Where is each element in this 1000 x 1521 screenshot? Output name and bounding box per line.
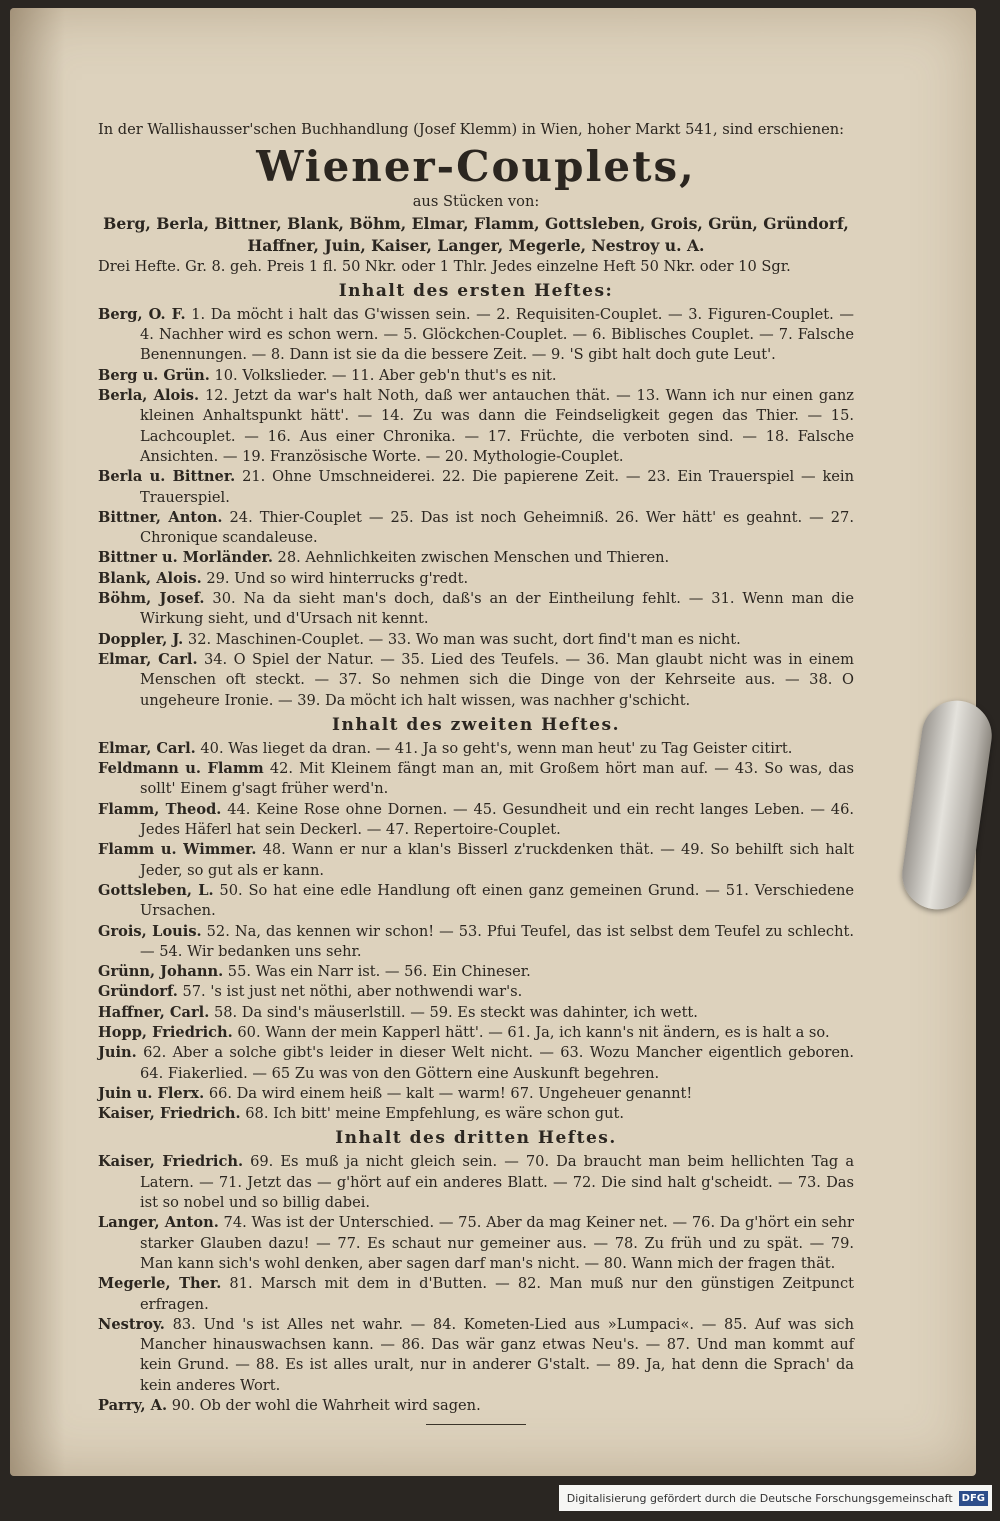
entry-text: 57. 's ist just net nöthi, aber nothwendi war's. <box>182 983 523 1001</box>
page-fold-shadow <box>10 8 65 1476</box>
section-3 <box>98 1126 854 1416</box>
entry-author: Parry, A. <box>98 1397 168 1415</box>
entry-author: Kaiser, Friedrich. <box>98 1153 244 1171</box>
entry <box>98 881 854 922</box>
entry <box>98 840 854 881</box>
entry-author: Flamm, Theod. <box>98 800 222 818</box>
section-1 <box>98 279 854 711</box>
entry-text: 24. Thier-Couplet — 25. Das ist noch Geheimniß. 26. Wer hätt' es geahnt. — 27. Chronique scandaleuse. <box>140 508 854 547</box>
entry-author: Haffner, Carl. <box>98 1003 210 1021</box>
entry-text: 52. Na, das kennen wir schon! — 53. Pfui Teufel, das ist selbst dem Teufel zu schlecht. — 54. Wir bedanken uns sehr. <box>140 922 854 960</box>
entry-text: 69. Es muß ja nicht gleich sein. — 70. Da braucht man beim hellichten Tag a Latern. — 71. Jetzt das — g'hört auf ein anderes Blatt. — 72. Die sind halt g'scheidt. — 73. Das ist so nobel und so billig dabei. <box>140 1153 855 1212</box>
entry-author: Gründorf. <box>98 983 178 1001</box>
entry-author: Hopp, Friedrich. <box>98 1023 233 1041</box>
entry <box>98 739 854 759</box>
entry-author: Feldmann u. Flamm <box>98 760 264 778</box>
entry-author: Grünn, Johann. <box>98 963 224 981</box>
entry-text: 21. Ohne Umschneiderei. 22. Die papierene Zeit. — 23. Ein Trauerspiel — kein Trauerspiel. <box>140 468 854 506</box>
entry-author: Bittner, Anton. <box>98 508 223 526</box>
entry-text: 90. Ob der wohl die Wahrheit wird sagen. <box>171 1397 481 1415</box>
document-page <box>10 8 976 1476</box>
entry-author: Langer, Anton. <box>98 1214 219 1232</box>
entry-text: 32. Maschinen-Couplet. — 33. Wo man was sucht, dort find't man es nicht. <box>187 630 741 648</box>
entry-author: Juin u. Flerx. <box>98 1084 205 1102</box>
entry-author: Berg u. Grün. <box>98 366 210 384</box>
section-2 <box>98 713 854 1125</box>
entry <box>98 1003 854 1023</box>
entry <box>98 962 854 982</box>
entry <box>98 1213 854 1274</box>
entry-text: 58. Da sind's mäuserlstill. — 59. Es steckt was dahinter, ich wett. <box>213 1003 698 1021</box>
entry-text: 12. Jetzt da war's halt Noth, daß wer antauchen thät. — 13. Wann ich nur einen ganz kleinen Anhaltspunkt hätt'. — 14. Zu was dann die Feindseligkeit gegen das Thier. — 15. Lachcouplet. — 16. Aus einer Chronika. — 17. Früchte, die verboten sind. — 18. Falsche Ansichten. — 19. Französische Worte. — 20. Mythologie-Couplet. <box>140 387 854 465</box>
entry <box>98 630 854 650</box>
entry-author: Grois, Louis. <box>98 922 202 940</box>
entry-author: Megerle, Ther. <box>98 1275 222 1293</box>
document-title: Wiener-Couplets, <box>256 142 696 192</box>
dfg-logo: DFG <box>959 1491 988 1506</box>
entry-text: 50. So hat eine edle Handlung oft einen ganz gemeinen Grund. — 51. Verschiedene Ursachen. <box>140 881 854 920</box>
authors-list: Berg, Berla, Bittner, Blank, Böhm, Elmar, Flamm, Gottsleben, Grois, Grün, Gründorf, Haffner, Juin, Kaiser, Langer, Megerle, Nestroy u. A. <box>103 213 849 255</box>
entry-author: Berla, Alois. <box>98 387 200 405</box>
entry-author: Bittner u. Morländer. <box>98 549 273 567</box>
entry-author: Doppler, J. <box>98 630 184 648</box>
entry-author: Juin. <box>98 1044 137 1062</box>
entry <box>98 305 854 366</box>
entry <box>98 1396 854 1416</box>
entry-text: 30. Na da sieht man's doch, daß's an der Eintheilung fehlt. — 31. Wenn man die Wirkung sieht, und d'Ursach nit kennt. <box>140 590 854 628</box>
entry <box>98 569 854 589</box>
entry-text: 10. Volkslieder. — 11. Aber geb'n thut's es nit. <box>214 366 557 384</box>
entry-author: Elmar, Carl. <box>98 650 198 668</box>
entry <box>98 1315 854 1396</box>
entry <box>98 508 854 549</box>
entry <box>98 467 854 508</box>
entry-text: 1. Da möcht i halt das G'wissen sein. — 2. Requisiten-Couplet. — 3. Figuren-Couplet. — 4. Nachher wird es schon wern. — 5. Glöckchen-Couplet. — 6. Biblisches Couplet. — 7. Falsche Benennungen. — 8. Dann ist sie da die bessere Zeit. — 9. 'S gibt halt doch gute Leut'. <box>140 305 854 364</box>
entry <box>98 1152 854 1213</box>
entry <box>98 800 854 841</box>
entry-author: Gottsleben, L. <box>98 881 214 899</box>
entry-author: Böhm, Josef. <box>98 590 205 608</box>
entry <box>98 1043 854 1084</box>
entry-text: 44. Keine Rose ohne Dornen. — 45. Gesundheit und ein recht langes Leben. — 46. Jedes Häferl hat sein Deckerl. — 47. Repertoire-Couplet. <box>140 800 855 839</box>
closing-rule <box>426 1424 526 1425</box>
entry <box>98 982 854 1002</box>
intro-text: In der Wallishausser'schen Buchhandlung (Josef Klemm) in Wien, hoher Markt 541, sind erschienen: <box>98 121 845 138</box>
entry-author: Kaiser, Friedrich. <box>98 1105 241 1123</box>
entry-text: 74. Was ist der Unterschied. — 75. Aber da mag Keiner net. — 76. Da g'hört ein sehr starker Glauben dazu! — 77. Es schaut nur gemeiner aus. — 78. Zu früh und zu spät. — 79. Man kann sich's wohl denken, aber sagen darf man's nicht. — 80. Wann mich der fragen thät. <box>140 1214 854 1272</box>
entry <box>98 759 854 800</box>
entry-text: 55. Was ein Narr ist. — 56. Ein Chineser. <box>227 963 531 981</box>
document-content <box>98 120 854 1425</box>
entry-author: Berla u. Bittner. <box>98 468 236 486</box>
entry-author: Nestroy. <box>98 1315 165 1333</box>
entry <box>98 1023 854 1043</box>
entry-text: 60. Wann der mein Kapperl hätt'. — 61. Ja, ich kann's nit ändern, es is halt a so. <box>237 1023 830 1041</box>
entry-author: Flamm u. Wimmer. <box>98 841 257 859</box>
entry-text: 28. Aehnlichkeiten zwischen Menschen und Thieren. <box>277 549 670 567</box>
entry-author: Berg, O. F. <box>98 305 186 323</box>
entry <box>98 1084 854 1104</box>
entry-text: 48. Wann er nur a klan's Bisserl z'ruckdenken thät. — 49. So behilft sich halt Jeder, so gut als er kann. <box>140 841 854 879</box>
dfg-footer <box>559 1485 992 1511</box>
entry-text: 81. Marsch mit dem in d'Butten. — 82. Man muß nur den günstigen Zeitpunct erfragen. <box>140 1275 855 1313</box>
section-heading: Inhalt des zweiten Heftes. <box>332 714 620 735</box>
entry <box>98 1274 854 1315</box>
from-line: aus Stücken von: <box>412 193 540 211</box>
entry-text: 66. Da wird einem heiß — kalt — warm! 67. Ungeheuer genannt! <box>208 1084 693 1102</box>
entry-text: 83. Und 's ist Alles net wahr. — 84. Kometen-Lied aus »Lumpaci«. — 85. Auf was sich Mancher hinauswachsen kann. — 86. Das wär ganz etwas Neu's. — 87. Und man kommt auf kein Grund. — 88. Es ist alles uralt, nur in anderer G'stalt. — 89. Ja, hat denn die Sprach' da kein anderes Wort. <box>140 1315 854 1394</box>
entry-text: 62. Aber a solche gibt's leider in dieser Welt nicht. — 63. Wozu Mancher eigentlich geboren. 64. Fiakerlied. — 65 Zu was von den Göttern eine Auskunft begehren. <box>140 1044 854 1082</box>
section-heading: Inhalt des ersten Heftes: <box>338 280 614 301</box>
entry-text: 42. Mit Kleinem fängt man an, mit Großem hört man auf. — 43. So was, das sollt' Einem g'sagt früher werd'n. <box>140 760 855 798</box>
entry <box>98 650 854 711</box>
entry-author: Elmar, Carl. <box>98 739 196 757</box>
entry <box>98 548 854 568</box>
entry <box>98 366 854 386</box>
entry-text: 29. Und so wird hinterrucks g'redt. <box>206 569 469 587</box>
entry <box>98 922 854 963</box>
entry <box>98 1104 854 1124</box>
entry-author: Blank, Alois. <box>98 569 202 587</box>
entry-text: 40. Was lieget da dran. — 41. Ja so geht's, wenn man heut' zu Tag Geister citirt. <box>200 739 793 757</box>
entry <box>98 386 854 467</box>
price-line: Drei Hefte. Gr. 8. geh. Preis 1 fl. 50 Nkr. oder 1 Thlr. Jedes einzelne Heft 50 Nkr. oder 10 Sgr. <box>98 257 791 275</box>
footer-text: Digitalisierung gefördert durch die Deutsche Forschungsgemeinschaft <box>566 1491 953 1505</box>
section-heading: Inhalt des dritten Heftes. <box>335 1128 617 1149</box>
entry-text: 34. O Spiel der Natur. — 35. Lied des Teufels. — 36. Man glaubt nicht was in einem Menschen oft steckt. — 37. So nehmen sich die Dinge von der Kehrseite aus. — 38. O ungeheure Ironie. — 39. Da möcht ich halt wissen, was nachher g'schicht. <box>140 650 855 709</box>
entry-text: 68. Ich bitt' meine Empfehlung, es wäre schon gut. <box>245 1105 624 1123</box>
entry <box>98 589 854 630</box>
